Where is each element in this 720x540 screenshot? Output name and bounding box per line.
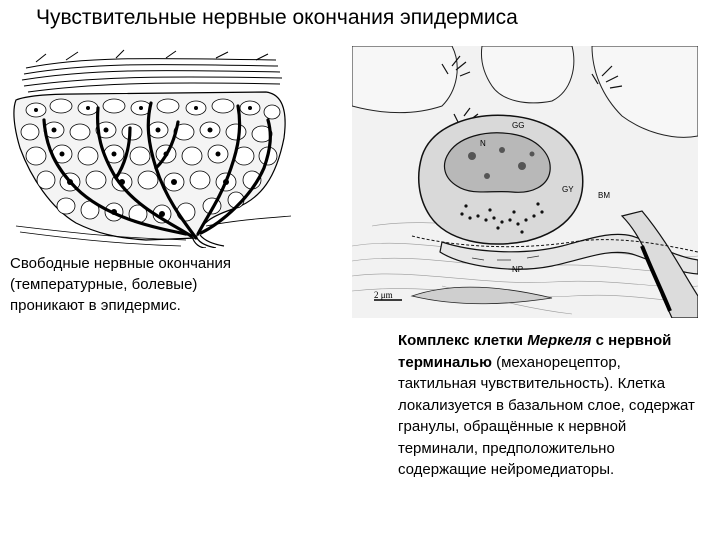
caption-merkel-name: Меркеля	[527, 332, 592, 349]
merkel-cell-micrograph	[352, 46, 698, 318]
micro-label-n: N	[480, 139, 486, 148]
scale-bar-label: 2 μm	[374, 290, 393, 300]
caption-line: (температурные, болевые)	[10, 276, 198, 293]
free-nerve-endings-caption	[10, 253, 310, 316]
micro-label-bm: BM	[598, 191, 610, 200]
caption-bold-part-2: с нервной терминалью	[398, 332, 672, 371]
caption-description: (механорецептор, тактильная чувствительность). Клетка локализуется в базальном слое, содержат гранулы, обращённые к нервной терминали, предположительно содержащие нейромедиаторы.	[398, 353, 695, 478]
merkel-cell-caption	[398, 330, 698, 481]
micro-label-gg: GG	[512, 121, 525, 130]
micro-label-gy: GY	[562, 185, 574, 194]
slide-title: Чувствительные нервные окончания эпидермиса	[36, 6, 518, 29]
caption-bold-part: Комплекс клетки	[398, 332, 528, 349]
caption-line: проникают в эпидермис.	[10, 297, 181, 314]
micro-label-np: NP	[512, 265, 524, 274]
epidermis-nerve-endings-illustration	[6, 48, 296, 248]
caption-line: Свободные нервные окончания	[10, 255, 232, 272]
